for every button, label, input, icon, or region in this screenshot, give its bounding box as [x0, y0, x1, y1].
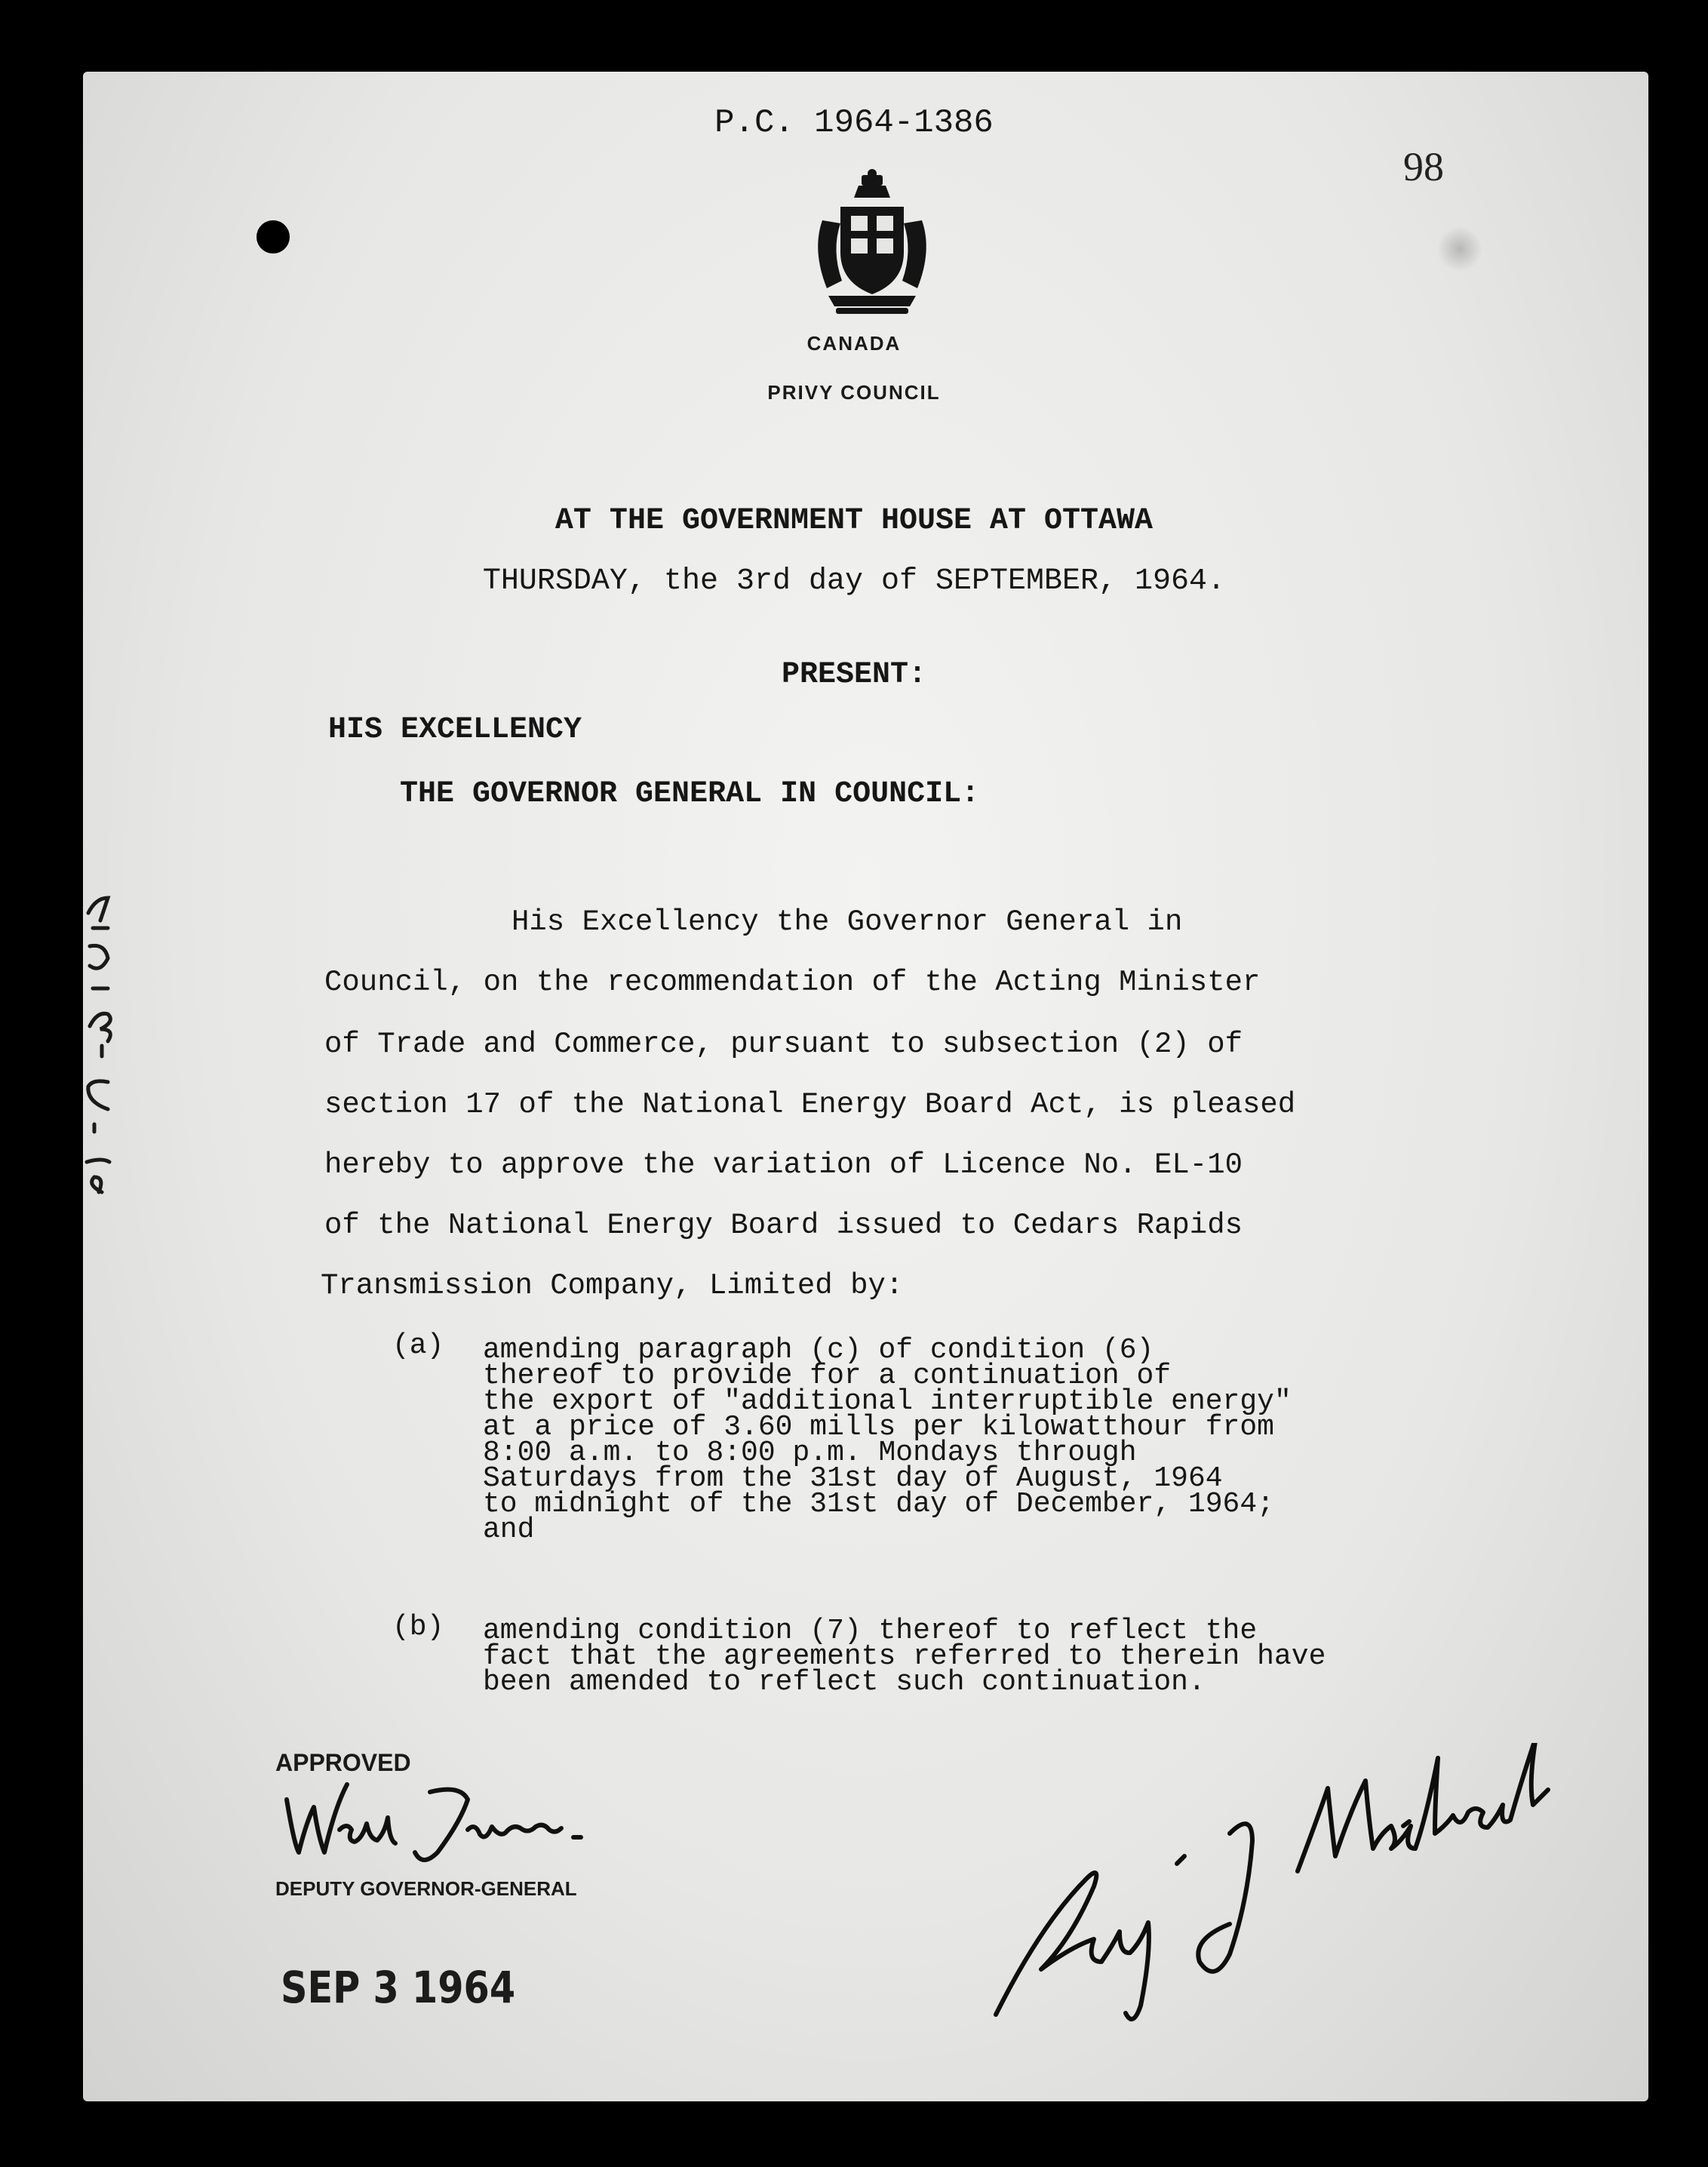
item-a-line: the export of "additional interruptible energy": [483, 1385, 1292, 1418]
present-label: PRESENT:: [781, 658, 927, 692]
punch-hole: [257, 220, 290, 254]
his-excellency-label: HIS EXCELLENCY: [328, 713, 582, 747]
country-label: CANADA: [806, 332, 902, 355]
body-line: His Excellency the Governor General in: [511, 905, 1183, 939]
item-a-line: thereof to provide for a continuation of: [483, 1360, 1172, 1392]
paper-stain: [1437, 226, 1482, 272]
item-a-line: Saturdays from the 31st day of August, 1964: [483, 1462, 1223, 1495]
date-stamp: SEP 3 1964: [281, 1962, 516, 2013]
date-line: THURSDAY, the 3rd day of SEPTEMBER, 1964.: [482, 564, 1226, 598]
body-line: section 17 of the National Energy Board Act, is pleased: [324, 1088, 1296, 1121]
body-line: Council, on the recommendation of the Acting Minister: [324, 966, 1261, 999]
item-a-line: 8:00 a.m. to 8:00 p.m. Mondays through: [483, 1437, 1137, 1469]
item-a-line: and: [483, 1514, 535, 1546]
body-line: of Trade and Commerce, pursuant to subsection (2) of: [324, 1028, 1243, 1061]
item-b-line: amending condition (7) thereof to reflect the: [483, 1615, 1258, 1647]
approver-signature: [272, 1769, 619, 1867]
item-b-line: been amended to reflect such continuation.: [483, 1666, 1206, 1698]
item-a-line: at a price of 3.60 mills per kilowatthour from: [483, 1411, 1274, 1443]
coat-of-arms-icon: [806, 168, 938, 318]
approved-label: APPROVED: [275, 1749, 411, 1776]
item-marker-a: (a): [392, 1329, 444, 1362]
item-marker-b: (b): [392, 1611, 444, 1643]
item-a-line: amending paragraph (c) of condition (6): [483, 1334, 1154, 1366]
item-a-line: to midnight of the 31st day of December, 1964;: [483, 1488, 1274, 1520]
place-line: AT THE GOVERNMENT HOUSE AT OTTAWA: [554, 504, 1154, 538]
clerk-signature: [981, 1743, 1584, 2030]
body-line: of the National Energy Board issued to Cedars Rapids: [324, 1209, 1243, 1242]
margin-note: [72, 883, 124, 1200]
item-b-line: fact that the agreements referred to therein have: [483, 1640, 1326, 1673]
body-line: hereby to approve the variation of Licence No. EL-10: [324, 1148, 1243, 1182]
page-number: 98: [1403, 144, 1444, 189]
order-number: P.C. 1964-1386: [714, 104, 994, 142]
governor-in-council-label: THE GOVERNOR GENERAL IN COUNCIL:: [400, 777, 980, 811]
council-label: PRIVY COUNCIL: [767, 381, 941, 404]
body-line: Transmission Company, Limited by:: [321, 1269, 904, 1302]
deputy-governor-label: DEPUTY GOVERNOR-GENERAL: [275, 1877, 577, 1900]
